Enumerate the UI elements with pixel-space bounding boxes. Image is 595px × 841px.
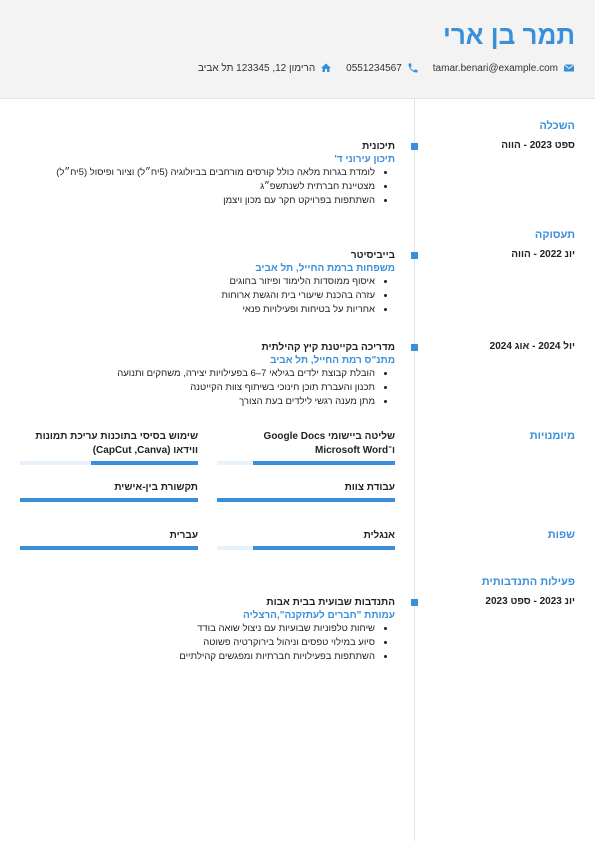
phone-contact[interactable]	[346, 62, 419, 74]
entry-title: תיכונית	[362, 141, 395, 152]
entry-subtitle: מתנ"ס רמת החייל, תל אביב	[270, 355, 395, 366]
phone-icon	[407, 62, 419, 74]
entry-title: בייביסיטר	[350, 250, 395, 261]
bullet-item: • עזרה בהכנת שיעורי בית והגשת ארוחות	[20, 289, 375, 303]
bullet-item: • מצטיינת חברתית לשנתשפ״ג	[20, 180, 375, 194]
entry-date: יול 2024 - אוג 2024	[489, 341, 575, 352]
email-contact[interactable]	[433, 62, 575, 74]
skill-name: שימוש בסיסי בתוכנות עריכת תמונות ווידאו (CapCut ,Canva)	[35, 431, 198, 456]
language-item	[217, 529, 395, 543]
skill-item	[20, 430, 198, 457]
candidate-name: תמר בן ארי	[442, 20, 575, 50]
language-name: עברית	[169, 530, 198, 541]
language-item	[20, 529, 198, 543]
entry-bullets	[20, 166, 395, 207]
volunteering-entry	[20, 596, 395, 663]
entry-subtitle: תיכון עירוני ד'	[334, 154, 395, 165]
timeline-dot	[411, 599, 418, 606]
section-title-skills: מיומנויות	[529, 430, 575, 442]
language-level-fill	[20, 546, 198, 550]
bullet-item: • לומדת בגרות מלאה כולל קורסים מורחבים בביולוגיה (5יח״ל) וציור ופיסול (5יח״ל)	[20, 166, 375, 180]
skill-level-bar	[217, 498, 395, 502]
bullet-item: • אחריות על בטיחות ופעילויות פנאי	[20, 303, 375, 317]
language-level-fill	[253, 546, 395, 550]
section-title-volunteering: פעילות התנדבותית	[481, 576, 575, 588]
bullet-item: • סיוע במילוי טפסים וניהול בירוקרטיה פשוטה	[20, 636, 375, 650]
skill-level-fill	[217, 498, 395, 502]
entry-title: מדריכה בקייטנת קיץ קהילתית	[261, 342, 395, 353]
timeline-dot	[411, 252, 418, 259]
entry-date: ספט 2023 - הווה	[501, 140, 575, 151]
skill-level-bar	[20, 461, 198, 465]
timeline-dot	[411, 344, 418, 351]
bullet-item: • איסוף ממוסדות הלימוד ופיזור בחוגים	[20, 275, 375, 289]
language-level-bar	[20, 546, 198, 550]
timeline-divider	[414, 99, 415, 841]
skill-name: תקשורת בין-אישית	[114, 482, 198, 493]
skill-name: עבודת צוות	[344, 482, 395, 493]
skill-level-bar	[217, 461, 395, 465]
bullet-item: • שיחות טלפוניות שבועיות עם ניצול שואה בודד	[20, 622, 375, 636]
skill-item	[217, 481, 395, 495]
bullet-item: • השתתפות בפרויקט חקר עם מכון ויצמן	[20, 194, 375, 208]
education-entry	[20, 140, 395, 207]
entry-subtitle: משפחות ברמת החייל, תל אביב	[255, 263, 395, 274]
entry-title: התנדבות שבועית בבית אבות	[266, 597, 395, 608]
skill-name: שליטה ביישומי Google Docs ו־Microsoft Word	[263, 431, 395, 456]
address-text: הרימון 12, 123345 תל אביב	[197, 62, 316, 74]
contact-info	[198, 62, 575, 74]
entry-subtitle: עמותת "חברים לעתזקנה",הרצליה	[243, 610, 395, 621]
home-icon	[320, 62, 332, 74]
entry-date: יונ 2022 - הווה	[511, 249, 575, 260]
email-text: tamar.benari@example.com	[432, 62, 558, 74]
language-name: אנגלית	[363, 530, 395, 541]
section-title-education: השכלה	[539, 120, 575, 132]
entry-bullets	[20, 367, 395, 408]
bullet-item: • מתן מענה רגשי לילדים בעת הצורך	[20, 395, 375, 409]
address-contact	[198, 62, 332, 74]
skill-level-fill	[20, 498, 198, 502]
timeline-dot	[411, 143, 418, 150]
employment-entry	[20, 249, 395, 316]
bullet-item: • תכנון והעברת תוכן חינוכי בשיתוף צוות הקייטנה	[20, 381, 375, 395]
entry-bullets	[20, 275, 395, 316]
skill-level-fill	[91, 461, 198, 465]
skill-level-bar	[20, 498, 198, 502]
employment-entry	[20, 341, 395, 408]
section-title-employment: תעסוקה	[534, 229, 575, 241]
section-title-languages: שפות	[547, 529, 575, 541]
language-level-bar	[217, 546, 395, 550]
bullet-item: • השתתפות בפעילויות חברתיות ומפגשים קהילתיים	[20, 650, 375, 664]
envelope-icon	[563, 62, 575, 74]
entry-date: יונ 2023 - ספט 2023	[485, 596, 575, 607]
resume-header	[0, 0, 595, 99]
entry-bullets	[20, 622, 395, 663]
bullet-item: • הובלת קבוצת ילדים בגילאי 7–6 בפעילויות יצירה, משחקים ותנועה	[20, 367, 375, 381]
skill-level-fill	[253, 461, 395, 465]
phone-text: 0551234567	[346, 62, 402, 74]
skill-item	[217, 430, 395, 457]
skill-item	[20, 481, 198, 495]
